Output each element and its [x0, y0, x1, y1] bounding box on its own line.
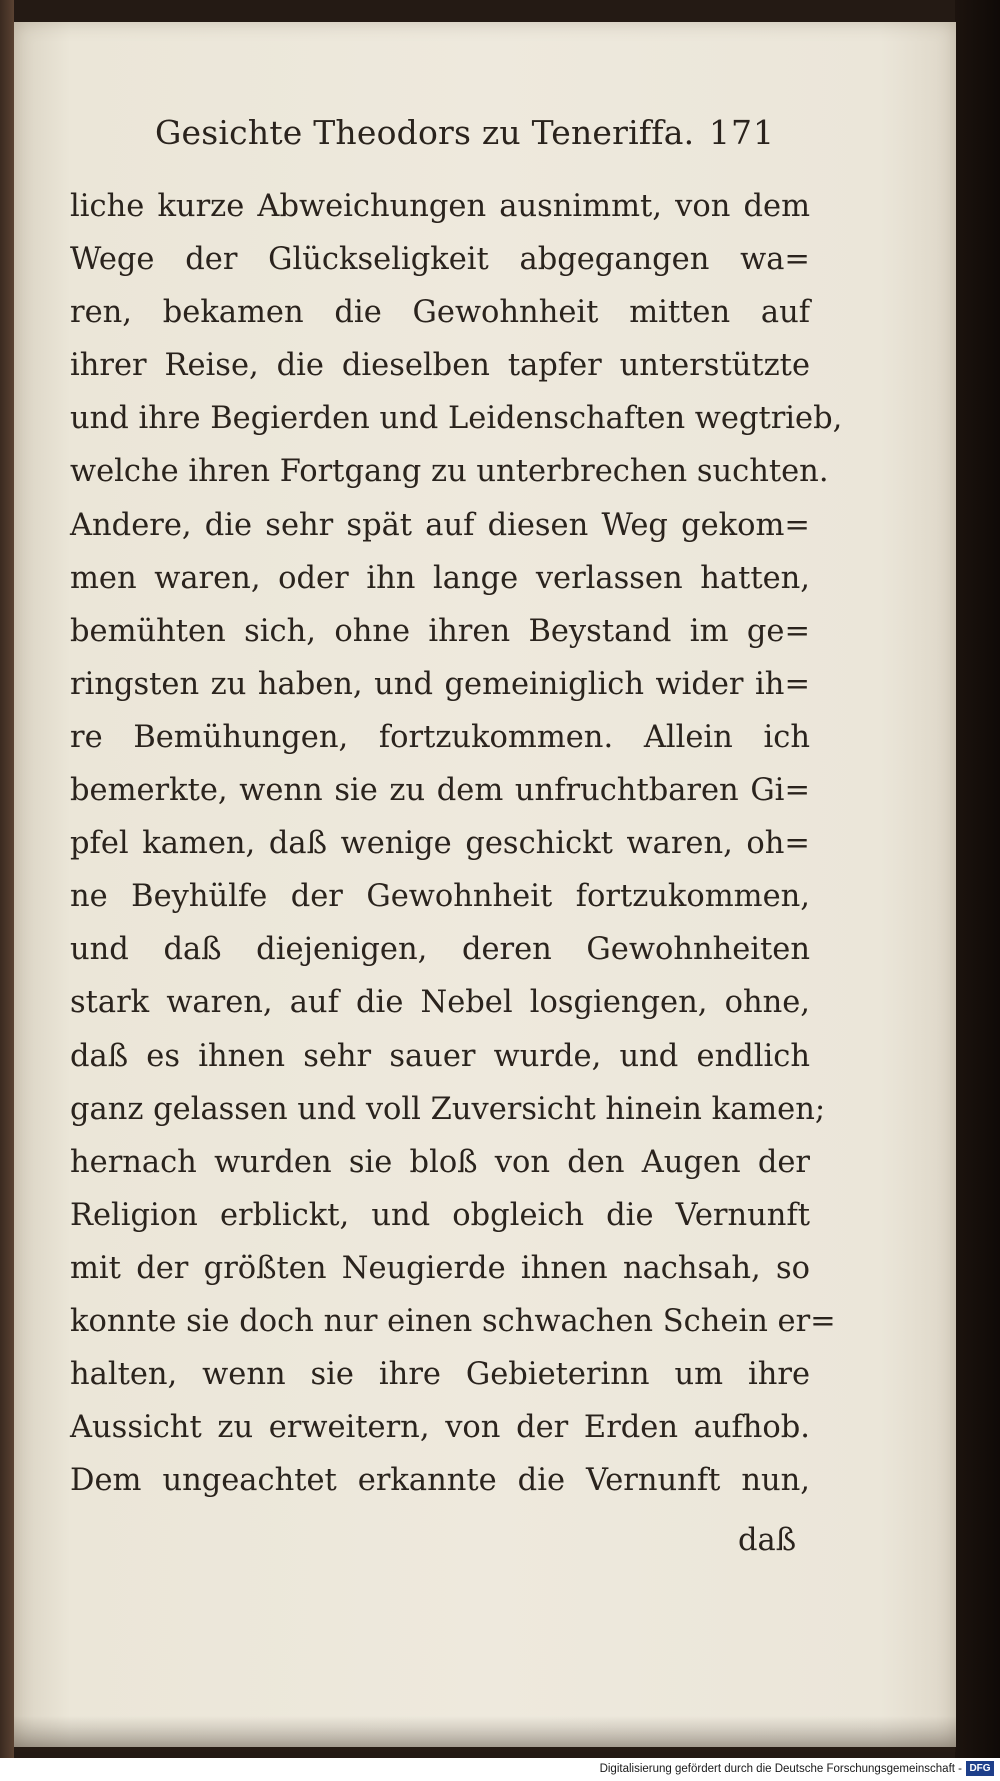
text-line: stark waren, auf die Nebel losgiengen, ohne,	[70, 985, 810, 1021]
funding-credit: Digitalisierung gefördert durch die Deutsche Forschungsgemeinschaft -	[599, 1763, 962, 1775]
text-line: mit der größten Neugierde ihnen nachsah, so	[70, 1250, 810, 1286]
text-line: Aussicht zu erweitern, von der Erden aufhob.	[70, 1410, 810, 1446]
text-line: halten, wenn sie ihre Gebieterinn um ihre	[70, 1357, 810, 1393]
dfg-logo: DFG	[966, 1761, 994, 1776]
text-line: und daß diejenigen, deren Gewohnheiten	[70, 932, 810, 968]
page-number: 171	[709, 113, 775, 152]
text-line: daß es ihnen sehr sauer wurde, und endlich	[70, 1038, 810, 1074]
text-line: ringsten zu haben, und gemeiniglich wider ih=	[70, 666, 810, 702]
text-line: ganz gelassen und voll Zuversicht hinein kamen;	[70, 1091, 826, 1127]
text-line: Andere, die sehr spät auf diesen Weg gekom=	[70, 507, 810, 543]
digitization-footer	[0, 1758, 1000, 1781]
text-line: ihrer Reise, die dieselben tapfer unterstützte	[70, 348, 810, 384]
text-line: ren, bekamen die Gewohnheit mitten auf	[70, 295, 810, 331]
running-head	[155, 106, 795, 160]
text-line: ne Beyhülfe der Gewohnheit fortzukommen,	[70, 879, 810, 915]
text-line: und ihre Begierden und Leidenschaften wegtrieb,	[70, 401, 843, 437]
text-line: Wege der Glückseligkeit abgegangen wa=	[70, 242, 810, 278]
text-line: hernach wurden sie bloß von den Augen der	[70, 1144, 810, 1180]
text-line: bemerkte, wenn sie zu dem unfruchtbaren Gi=	[70, 773, 810, 809]
text-line: bemühten sich, ohne ihren Beystand im ge=	[70, 613, 810, 649]
catchword: daß	[738, 1523, 797, 1558]
text-line: welche ihren Fortgang zu unterbrechen suchten.	[70, 454, 829, 490]
text-line: Religion erblickt, und obgleich die Vernunft	[70, 1197, 810, 1233]
text-line: Dem ungeachtet erkannte die Vernunft nun,	[70, 1463, 810, 1499]
body-text	[70, 180, 843, 1507]
text-line: men waren, oder ihn lange verlassen hatten,	[70, 560, 810, 596]
page-bottom-shadow	[14, 1716, 956, 1752]
running-head-title: Gesichte Theodors zu Teneriffa.	[155, 113, 695, 152]
book-cover-edge-right	[955, 0, 1000, 1758]
text-line: konnte sie doch nur einen schwachen Schein er=	[70, 1303, 836, 1339]
text-line: pfel kamen, daß wenige geschickt waren, oh=	[70, 826, 810, 862]
text-line: re Bemühungen, fortzukommen. Allein ich	[70, 719, 810, 755]
text-line: liche kurze Abweichungen ausnimmt, von dem	[70, 189, 810, 224]
book-cover-edge-left	[0, 0, 14, 1758]
